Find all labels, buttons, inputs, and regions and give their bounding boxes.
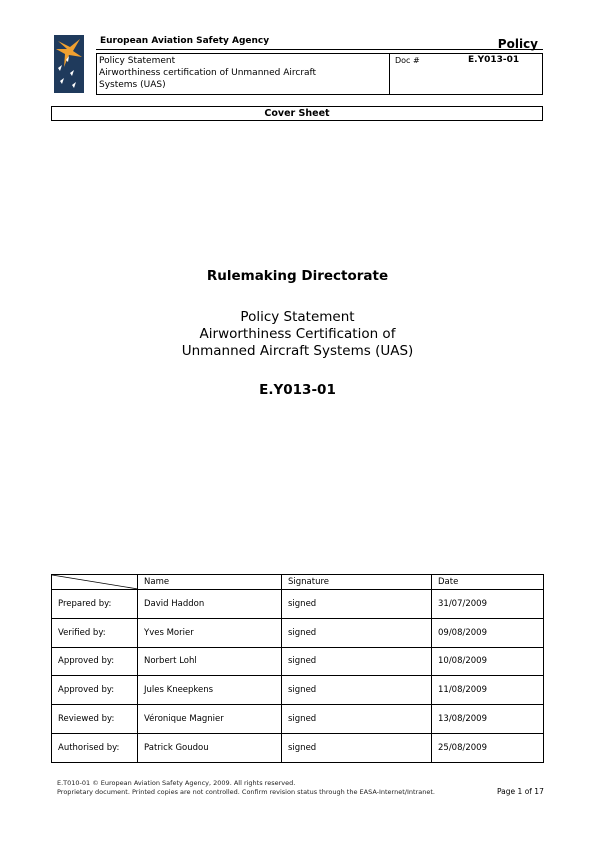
footer-copyright: E.T010-01 © European Aviation Safety Agency, 2009. All rights reserved. xyxy=(57,779,296,787)
signature-table xyxy=(51,574,544,763)
table-row xyxy=(52,733,544,762)
name-cell: Patrick Goudou xyxy=(138,733,282,762)
easa-logo-icon xyxy=(54,35,84,93)
role-cell: Authorised by: xyxy=(52,733,138,762)
footer-disclaimer: Proprietary document. Printed copies are not controlled. Confirm revision status through the EASA-Internet/Intranet. xyxy=(57,787,435,796)
name-cell: Norbert Lohl xyxy=(138,647,282,676)
policy-statement-title xyxy=(0,309,595,360)
signature-cell: signed xyxy=(282,676,432,705)
name-cell: Véronique Magnier xyxy=(138,705,282,734)
header-divider xyxy=(389,53,390,94)
column-header-date: Date xyxy=(432,575,544,590)
role-cell: Approved by: xyxy=(52,676,138,705)
table-row xyxy=(52,647,544,676)
header-title-line: Policy Statement xyxy=(99,56,176,66)
date-cell: 11/08/2009 xyxy=(432,676,544,705)
doc-number-label: Doc # xyxy=(395,56,420,65)
footer-text xyxy=(57,779,435,796)
name-cell: Yves Morier xyxy=(138,618,282,647)
header-title xyxy=(99,55,385,91)
signature-cell: signed xyxy=(282,733,432,762)
name-cell: David Haddon xyxy=(138,590,282,619)
organization-name: European Aviation Safety Agency xyxy=(100,36,270,46)
cover-sheet-bar: Cover Sheet xyxy=(51,106,543,121)
signature-cell: signed xyxy=(282,705,432,734)
date-cell: 13/08/2009 xyxy=(432,705,544,734)
role-cell: Reviewed by: xyxy=(52,705,138,734)
signature-cell: signed xyxy=(282,618,432,647)
date-cell: 31/07/2009 xyxy=(432,590,544,619)
column-header-signature: Signature xyxy=(282,575,432,590)
column-header-name: Name xyxy=(138,575,282,590)
directorate-heading: Rulemaking Directorate xyxy=(206,268,389,284)
header-rule xyxy=(96,49,543,50)
table-header-row xyxy=(52,575,544,590)
doc-number: E.Y013-01 xyxy=(468,55,520,65)
signature-cell: signed xyxy=(282,647,432,676)
statement-line: Airworthiness Certification of xyxy=(199,326,396,342)
header-title-line: Airworthiness certification of Unmanned Aircraft xyxy=(99,68,317,78)
document-id: E.Y013-01 xyxy=(259,382,336,398)
date-cell: 25/08/2009 xyxy=(432,733,544,762)
diagonal-line-icon xyxy=(52,575,138,589)
table-corner-cell xyxy=(52,575,138,590)
name-cell: Jules Kneepkens xyxy=(138,676,282,705)
role-cell: Approved by: xyxy=(52,647,138,676)
signature-cell: signed xyxy=(282,590,432,619)
document-type: Policy xyxy=(497,37,538,51)
table-row xyxy=(52,705,544,734)
header-title-line: Systems (UAS) xyxy=(99,80,166,90)
table-row xyxy=(52,590,544,619)
date-cell: 09/08/2009 xyxy=(432,618,544,647)
date-cell: 10/08/2009 xyxy=(432,647,544,676)
statement-line: Unmanned Aircraft Systems (UAS) xyxy=(181,343,414,359)
table-row xyxy=(52,618,544,647)
page-number: Page 1 of 17 xyxy=(497,787,544,796)
table-row xyxy=(52,676,544,705)
statement-line: Policy Statement xyxy=(240,309,355,325)
role-cell: Verified by: xyxy=(52,618,138,647)
role-cell: Prepared by: xyxy=(52,590,138,619)
